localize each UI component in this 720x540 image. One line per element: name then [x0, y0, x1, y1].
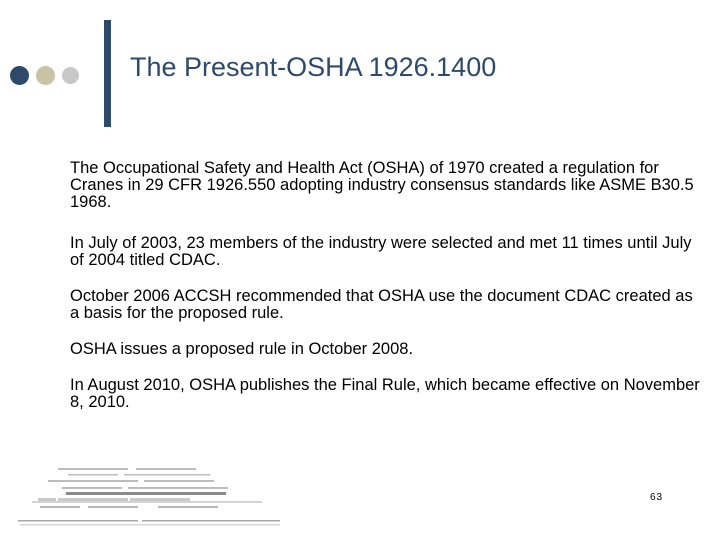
dot-icon [62, 67, 79, 84]
paragraph: OSHA issues a proposed rule in October 2008. [70, 340, 414, 358]
paragraph: In August 2010, OSHA publishes the Final Rule, which became effective on November 8, 2010. [70, 376, 700, 411]
document-thumbnail-image [18, 462, 283, 528]
title-divider-bar [104, 20, 111, 127]
paragraph: October 2006 ACCSH recommended that OSHA use the document CDAC created as a basis for the proposed rule. [70, 287, 693, 322]
dot-icon [10, 66, 29, 85]
paragraph: The Occupational Safety and Health Act (OSHA) of 1970 created a regulation for Cranes in 29 CFR 1926.550 adopting industry consensus standards like ASME B30.5 1968. [70, 159, 694, 211]
slide-title: The Present-OSHA 1926.1400 [130, 52, 497, 82]
paragraph: In July of 2003, 23 members of the industry were selected and met 11 times until July of 2004 titled CDAC. [70, 234, 692, 269]
decorative-dots [10, 65, 86, 85]
page-number: 63 [650, 492, 664, 503]
slide-body [70, 160, 700, 430]
dot-icon [36, 66, 55, 85]
